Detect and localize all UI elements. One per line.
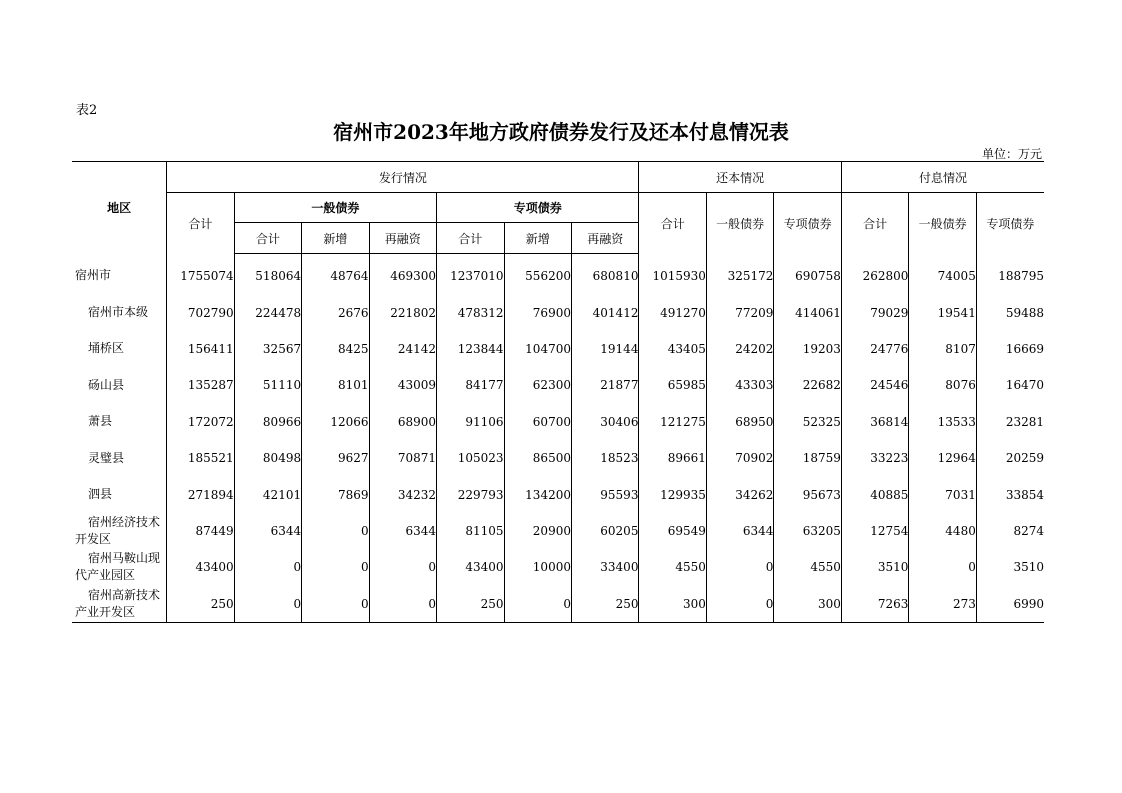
value-cell: 262800	[841, 254, 908, 295]
value-cell: 86500	[504, 440, 571, 476]
value-cell: 250	[437, 586, 504, 623]
value-cell: 0	[504, 586, 571, 623]
header-interest-total: 合计	[841, 193, 908, 254]
table-row	[72, 513, 1044, 549]
header-repayment-total: 合计	[639, 193, 706, 254]
value-cell: 1237010	[437, 254, 504, 295]
header-special-new: 新增	[504, 223, 571, 254]
value-cell: 478312	[437, 294, 504, 330]
header-general-total: 合计	[234, 223, 301, 254]
value-cell: 221802	[369, 294, 436, 330]
value-cell: 0	[706, 549, 773, 585]
value-cell: 105023	[437, 440, 504, 476]
value-cell: 123844	[437, 331, 504, 367]
value-cell: 680810	[571, 254, 638, 295]
value-cell: 76900	[504, 294, 571, 330]
value-cell: 70902	[706, 440, 773, 476]
value-cell: 51110	[234, 367, 301, 403]
value-cell: 0	[302, 513, 369, 549]
value-cell: 0	[909, 549, 976, 585]
region-cell: 灵璧县	[88, 450, 125, 465]
header-repayment: 还本情况	[639, 162, 841, 193]
value-cell: 34232	[369, 476, 436, 512]
value-cell: 0	[234, 586, 301, 623]
value-cell: 60205	[571, 513, 638, 549]
value-cell: 135287	[167, 367, 234, 403]
value-cell: 91106	[437, 404, 504, 440]
value-cell: 43405	[639, 331, 706, 367]
value-cell: 80498	[234, 440, 301, 476]
value-cell: 62300	[504, 367, 571, 403]
value-cell: 2676	[302, 294, 369, 330]
value-cell: 0	[302, 586, 369, 623]
value-cell: 43303	[706, 367, 773, 403]
value-cell: 12066	[302, 404, 369, 440]
value-cell: 60700	[504, 404, 571, 440]
value-cell: 10000	[504, 549, 571, 585]
value-cell: 556200	[504, 254, 571, 295]
value-cell: 13533	[909, 404, 976, 440]
value-cell: 156411	[167, 331, 234, 367]
value-cell: 0	[234, 549, 301, 585]
value-cell: 7263	[841, 586, 908, 623]
value-cell: 16470	[976, 367, 1044, 403]
value-cell: 121275	[639, 404, 706, 440]
value-cell: 8425	[302, 331, 369, 367]
value-cell: 79029	[841, 294, 908, 330]
value-cell: 9627	[302, 440, 369, 476]
header-general-refinance: 再融资	[369, 223, 436, 254]
value-cell: 33400	[571, 549, 638, 585]
value-cell: 95593	[571, 476, 638, 512]
value-cell: 690758	[774, 254, 842, 295]
value-cell: 3510	[841, 549, 908, 585]
region-cell: 砀山县	[88, 377, 125, 392]
value-cell: 12754	[841, 513, 908, 549]
table-row	[72, 440, 1044, 476]
value-cell: 469300	[369, 254, 436, 295]
value-cell: 0	[706, 586, 773, 623]
value-cell: 702790	[167, 294, 234, 330]
value-cell: 250	[571, 586, 638, 623]
value-cell: 40885	[841, 476, 908, 512]
value-cell: 19541	[909, 294, 976, 330]
value-cell: 518064	[234, 254, 301, 295]
header-interest: 付息情况	[841, 162, 1044, 193]
value-cell: 0	[302, 549, 369, 585]
value-cell: 8076	[909, 367, 976, 403]
value-cell: 52325	[774, 404, 842, 440]
value-cell: 24546	[841, 367, 908, 403]
value-cell: 8107	[909, 331, 976, 367]
value-cell: 325172	[706, 254, 773, 295]
region-cell: 萧县	[88, 414, 113, 429]
region-cell: 宿州市	[75, 268, 112, 283]
value-cell: 19203	[774, 331, 842, 367]
value-cell: 24202	[706, 331, 773, 367]
region-cell: 泗县	[88, 487, 113, 502]
header-issuance-general: 一般债券	[234, 193, 436, 223]
header-region: 地区	[107, 201, 132, 216]
value-cell: 33223	[841, 440, 908, 476]
value-cell: 6344	[706, 513, 773, 549]
table-label: 表2	[76, 103, 98, 118]
header-issuance-special: 专项债券	[437, 193, 639, 223]
value-cell: 32567	[234, 331, 301, 367]
value-cell: 21877	[571, 367, 638, 403]
header-repayment-general: 一般债券	[706, 193, 773, 254]
value-cell: 0	[369, 586, 436, 623]
value-cell: 48764	[302, 254, 369, 295]
value-cell: 43400	[167, 549, 234, 585]
value-cell: 273	[909, 586, 976, 623]
value-cell: 20259	[976, 440, 1044, 476]
value-cell: 6344	[234, 513, 301, 549]
value-cell: 42101	[234, 476, 301, 512]
table-row	[72, 294, 1044, 330]
value-cell: 80966	[234, 404, 301, 440]
value-cell: 3510	[976, 549, 1044, 585]
header-interest-special: 专项债券	[976, 193, 1044, 254]
value-cell: 24776	[841, 331, 908, 367]
value-cell: 70871	[369, 440, 436, 476]
table-row	[72, 586, 1044, 623]
value-cell: 7869	[302, 476, 369, 512]
value-cell: 30406	[571, 404, 638, 440]
value-cell: 4480	[909, 513, 976, 549]
value-cell: 134200	[504, 476, 571, 512]
region-cell: 宿州市本级	[88, 305, 149, 320]
value-cell: 16669	[976, 331, 1044, 367]
value-cell: 69549	[639, 513, 706, 549]
value-cell: 4550	[639, 549, 706, 585]
value-cell: 401412	[571, 294, 638, 330]
value-cell: 18523	[571, 440, 638, 476]
value-cell: 59488	[976, 294, 1044, 330]
value-cell: 104700	[504, 331, 571, 367]
header-issuance: 发行情况	[167, 162, 639, 193]
table-row	[72, 549, 1044, 585]
value-cell: 36814	[841, 404, 908, 440]
value-cell: 6990	[976, 586, 1044, 623]
value-cell: 4550	[774, 549, 842, 585]
value-cell: 6344	[369, 513, 436, 549]
value-cell: 188795	[976, 254, 1044, 295]
table-row	[72, 254, 1044, 295]
value-cell: 23281	[976, 404, 1044, 440]
debt-table	[72, 161, 1044, 623]
value-cell: 12964	[909, 440, 976, 476]
header-special-total: 合计	[437, 223, 504, 254]
value-cell: 74005	[909, 254, 976, 295]
region-cell: 宿州马鞍山现代产业园区	[75, 551, 161, 583]
value-cell: 491270	[639, 294, 706, 330]
region-cell: 宿州经济技术开发区	[75, 514, 161, 546]
value-cell: 43009	[369, 367, 436, 403]
value-cell: 43400	[437, 549, 504, 585]
value-cell: 84177	[437, 367, 504, 403]
header-repayment-special: 专项债券	[774, 193, 842, 254]
value-cell: 250	[167, 586, 234, 623]
header-issuance-total: 合计	[167, 193, 234, 254]
value-cell: 224478	[234, 294, 301, 330]
value-cell: 300	[639, 586, 706, 623]
value-cell: 87449	[167, 513, 234, 549]
page-title: 宿州市2023年地方政府债券发行及还本付息情况表	[333, 120, 789, 144]
value-cell: 7031	[909, 476, 976, 512]
value-cell: 8274	[976, 513, 1044, 549]
value-cell: 34262	[706, 476, 773, 512]
value-cell: 95673	[774, 476, 842, 512]
value-cell: 271894	[167, 476, 234, 512]
value-cell: 172072	[167, 404, 234, 440]
value-cell: 1755074	[167, 254, 234, 295]
value-cell: 229793	[437, 476, 504, 512]
value-cell: 89661	[639, 440, 706, 476]
value-cell: 414061	[774, 294, 842, 330]
value-cell: 24142	[369, 331, 436, 367]
region-cell: 埇桥区	[88, 341, 125, 356]
value-cell: 20900	[504, 513, 571, 549]
value-cell: 22682	[774, 367, 842, 403]
region-cell: 宿州高新技术产业开发区	[75, 587, 161, 619]
table-row	[72, 476, 1044, 512]
value-cell: 68900	[369, 404, 436, 440]
header-interest-general: 一般债券	[909, 193, 976, 254]
value-cell: 65985	[639, 367, 706, 403]
value-cell: 18759	[774, 440, 842, 476]
value-cell: 77209	[706, 294, 773, 330]
value-cell: 129935	[639, 476, 706, 512]
table-row	[72, 404, 1044, 440]
table-row	[72, 331, 1044, 367]
value-cell: 68950	[706, 404, 773, 440]
value-cell: 33854	[976, 476, 1044, 512]
table-row	[72, 367, 1044, 403]
value-cell: 81105	[437, 513, 504, 549]
value-cell: 0	[369, 549, 436, 585]
header-special-refinance: 再融资	[571, 223, 638, 254]
value-cell: 63205	[774, 513, 842, 549]
value-cell: 300	[774, 586, 842, 623]
value-cell: 185521	[167, 440, 234, 476]
unit-label: 单位：万元	[981, 147, 1042, 161]
value-cell: 8101	[302, 367, 369, 403]
value-cell: 19144	[571, 331, 638, 367]
header-general-new: 新增	[302, 223, 369, 254]
value-cell: 1015930	[639, 254, 706, 295]
